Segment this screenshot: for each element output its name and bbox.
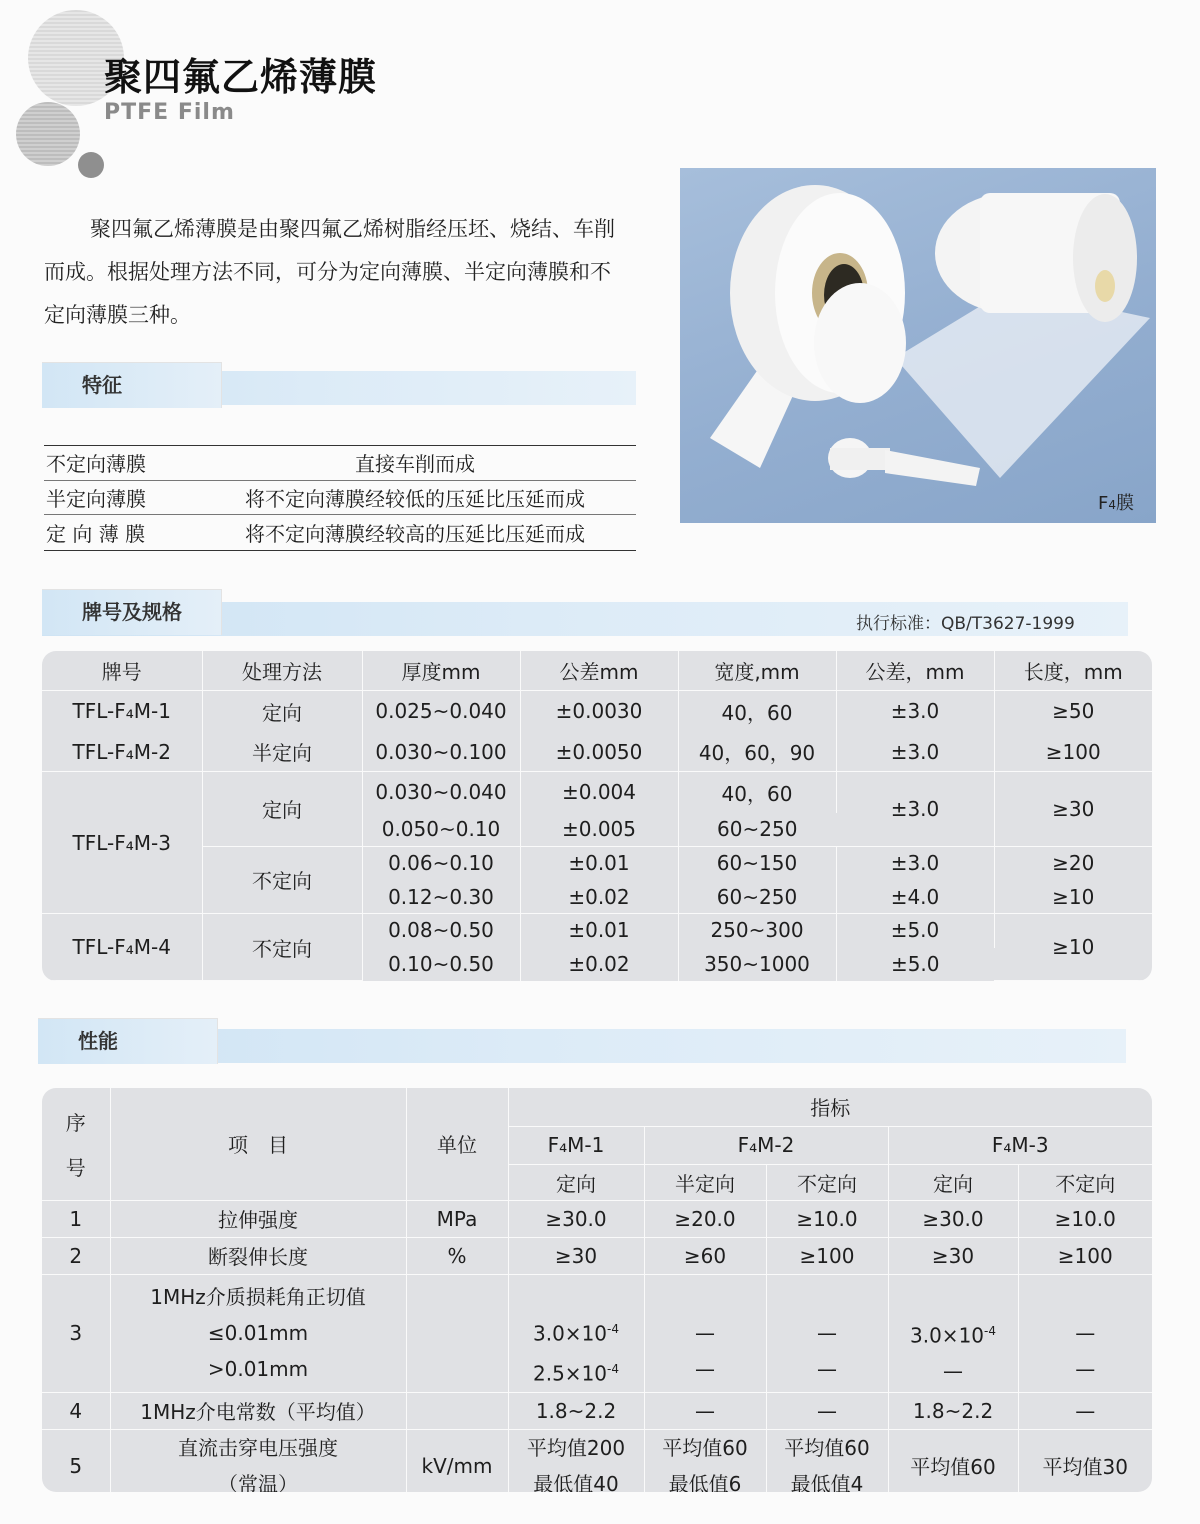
value-line: $2.5\times 10^{-4}$: [533, 1361, 619, 1386]
cell: 40，60: [678, 772, 836, 813]
cell: 1MHz介电常数（平均值）: [110, 1392, 406, 1429]
value-line: 最低值4: [790, 1471, 864, 1492]
cell: ≥100: [766, 1237, 888, 1274]
header-cell: 指标: [508, 1088, 1152, 1126]
header-cell: 厚度mm: [362, 651, 520, 691]
item-sublabel: （常温）: [218, 1471, 298, 1492]
cell: 0.10~0.50: [362, 947, 520, 980]
grade-cell: TFL-F₄M-1: [42, 691, 202, 732]
cell: ≥10: [994, 880, 1152, 914]
cell: 4: [42, 1392, 110, 1429]
header-cell: 公差，mm: [836, 651, 994, 691]
cell: 1: [42, 1200, 110, 1237]
cell: 0.030~0.100: [362, 731, 520, 772]
item-sublabel: >0.01mm: [207, 1357, 309, 1382]
table-row: [42, 1200, 1152, 1237]
product-photo: [680, 168, 1156, 523]
decor-circle-medium: [16, 102, 80, 166]
item-label: 1MHz介质损耗角正切值: [150, 1285, 366, 1310]
cell: ±0.02: [520, 947, 678, 980]
header-cell: 长度，mm: [994, 651, 1152, 691]
grade-header: F₄M-1: [508, 1126, 644, 1164]
cell: [1018, 1274, 1152, 1392]
seq-header-b: 号: [65, 1155, 86, 1180]
cell: 2: [42, 1237, 110, 1274]
cell: ±5.0: [836, 914, 994, 948]
cell: ±3.0: [836, 772, 994, 846]
dash: —: [695, 1357, 715, 1382]
cell: —: [1018, 1392, 1152, 1429]
photo-caption: F4膜: [1098, 493, 1134, 514]
header-cell: 宽度,mm: [678, 651, 836, 691]
dash: —: [695, 1321, 715, 1346]
intro-paragraph: 聚四氟乙烯薄膜是由聚四氟乙烯树脂经压坯、烧结、车削而成。根据处理方法不同，可分为定向薄膜、半定向薄膜和不定向薄膜三种。: [44, 217, 615, 327]
grade-header: F₄M-3: [888, 1126, 1152, 1164]
grade-cell: TFL-F₄M-2: [42, 731, 202, 772]
cell: 250~300: [678, 914, 836, 948]
cell: ±3.0: [836, 846, 994, 880]
value-line: 平均值60: [784, 1435, 870, 1460]
cell: 拉伸强度: [110, 1200, 406, 1237]
cell: ±0.01: [520, 846, 678, 880]
method-header: 不定向: [1018, 1164, 1152, 1200]
cell: 平均值30: [1042, 1455, 1128, 1480]
cell: 断裂伸长度: [110, 1237, 406, 1274]
cell: ≥30: [888, 1237, 1018, 1274]
table-row: [42, 731, 1152, 772]
header-cell: 单位: [406, 1088, 508, 1200]
spec-table: [42, 651, 1152, 981]
table-row: [42, 772, 1152, 813]
cell: 平均值60: [888, 1429, 1018, 1492]
cell: [644, 1274, 766, 1392]
cell: ≥30.0: [888, 1200, 1018, 1237]
cell: [110, 1274, 406, 1392]
header-cell: [42, 1088, 110, 1200]
feature-row: [44, 515, 636, 550]
method-header: 定向: [508, 1164, 644, 1200]
method-cell: 定向: [202, 691, 362, 732]
feature-name: 不定向薄膜: [46, 452, 146, 477]
cell: MPa: [406, 1200, 508, 1237]
feature-desc: 直接车削而成: [355, 452, 475, 477]
spec-header-row: [42, 651, 1152, 691]
method-header: 不定向: [766, 1164, 888, 1200]
cell: ≥10.0: [1018, 1200, 1152, 1237]
standard-label: 执行标准：QB/T3627-1999: [856, 614, 1075, 634]
cell: ≥60: [644, 1237, 766, 1274]
performance-section-title: 性能: [38, 1018, 218, 1064]
cell: 350~1000: [678, 947, 836, 980]
cell: 0.050~0.10: [362, 812, 520, 846]
value-line: $3.0\times 10^{-4}$: [910, 1323, 996, 1348]
table-row: [42, 1429, 1152, 1492]
value-line: 最低值40: [533, 1471, 619, 1492]
seq-header-a: 序: [65, 1110, 86, 1135]
dash: —: [1075, 1321, 1096, 1346]
feature-desc: 将不定向薄膜经较高的压延比压延而成: [245, 521, 585, 546]
value-line: 平均值60: [662, 1435, 748, 1460]
table-row: [42, 691, 1152, 732]
item-sublabel: ≤0.01mm: [207, 1321, 309, 1346]
cell: ±3.0: [836, 691, 994, 732]
method-header: 半定向: [644, 1164, 766, 1200]
cell: —: [644, 1392, 766, 1429]
header-cell: 公差mm: [520, 651, 678, 691]
cell: 0.030~0.040: [362, 772, 520, 813]
cell: ±0.005: [520, 812, 678, 846]
dash: —: [1075, 1357, 1096, 1382]
specs-section-title: 牌号及规格: [42, 589, 222, 635]
feature-row: [44, 446, 636, 481]
feature-name: 定 向 薄 膜: [46, 521, 146, 546]
cell: 60~250: [678, 880, 836, 914]
table-row: [42, 1237, 1152, 1274]
cell: [766, 1274, 888, 1392]
cell: ±3.0: [836, 731, 994, 772]
header-cell: 项 目: [110, 1088, 406, 1200]
cell: ±0.0050: [520, 731, 678, 772]
feature-desc: 将不定向薄膜经较低的压延比压延而成: [245, 486, 585, 511]
cell: kV/mm: [406, 1429, 508, 1492]
cell: ±5.0: [890, 952, 940, 977]
cell: 0.08~0.50: [362, 914, 520, 948]
method-cell: 不定向: [202, 846, 362, 914]
cell: [406, 1274, 508, 1392]
cell: 5: [42, 1429, 110, 1492]
cell: [888, 1274, 1018, 1392]
table-row: [42, 846, 1152, 880]
performance-table: [42, 1088, 1152, 1492]
cell: ≥50: [1052, 699, 1095, 724]
cell: ±0.01: [520, 914, 678, 948]
perf-header-row: [42, 1088, 1152, 1126]
cell: [508, 1429, 644, 1492]
cell: 0.025~0.040: [362, 691, 520, 732]
cell: 0.06~0.10: [362, 846, 520, 880]
cell: ≥30: [994, 772, 1152, 846]
method-cell: 半定向: [202, 731, 362, 772]
value-line: 平均值200: [526, 1435, 626, 1460]
page-title: 聚四氟乙烯薄膜: [104, 55, 378, 99]
cell: 0.12~0.30: [362, 880, 520, 914]
header-cell: 牌号: [42, 651, 202, 691]
dash: —: [817, 1357, 837, 1382]
cell: ≥20.0: [644, 1200, 766, 1237]
table-row: [42, 914, 1152, 948]
method-header: 定向: [888, 1164, 1018, 1200]
grade-cell: TFL-F₄M-4: [42, 914, 202, 981]
cell: ≥10: [994, 914, 1152, 981]
table-row: [42, 1392, 1152, 1429]
grade-cell: TFL-F₄M-3: [42, 772, 202, 914]
cell: ≥10.0: [766, 1200, 888, 1237]
cell: 1.8~2.2: [508, 1392, 644, 1429]
cell: [406, 1392, 508, 1429]
features-table: [44, 445, 636, 551]
item-label: 直流击穿电压强度: [178, 1435, 338, 1460]
cell: [766, 1429, 888, 1492]
cell: ±0.02: [520, 880, 678, 914]
cell: [644, 1429, 766, 1492]
cell: [110, 1429, 406, 1492]
method-cell: 不定向: [202, 914, 362, 981]
dash: —: [943, 1359, 963, 1384]
cell: ≥30: [508, 1237, 644, 1274]
grade-header: F₄M-2: [644, 1126, 888, 1164]
cell: ±0.0030: [520, 691, 678, 732]
feature-row: [44, 481, 636, 516]
cell: ≥20: [1052, 850, 1095, 875]
cell: 60~250: [678, 812, 836, 846]
table-row: [42, 1274, 1152, 1392]
cell: ≥100: [1018, 1237, 1152, 1274]
method-cell: 定向: [202, 772, 362, 846]
header-cell: 处理方法: [202, 651, 362, 691]
cell: 3: [42, 1274, 110, 1392]
cell: [508, 1274, 644, 1392]
cell: ≥30.0: [508, 1200, 644, 1237]
value-line: $3.0\times 10^{-4}$: [533, 1321, 619, 1346]
cell: —: [766, 1392, 888, 1429]
dash: —: [817, 1321, 837, 1346]
cell: ±4.0: [836, 880, 994, 914]
feature-name: 半定向薄膜: [46, 486, 146, 511]
cell: 40，60，90: [678, 731, 836, 772]
decor-circle-small: [78, 152, 104, 178]
cell: 40，60: [678, 691, 836, 732]
film-rolls-illustration: [680, 168, 1156, 523]
cell: ≥100: [994, 731, 1152, 772]
cell: 1.8~2.2: [888, 1392, 1018, 1429]
cell: %: [406, 1237, 508, 1274]
cell: ±0.004: [520, 772, 678, 813]
features-section-title: 特征: [42, 362, 222, 408]
page-subtitle: PTFE Film: [104, 100, 235, 125]
cell: 60~150: [678, 846, 836, 880]
value-line: 最低值6: [668, 1471, 742, 1492]
